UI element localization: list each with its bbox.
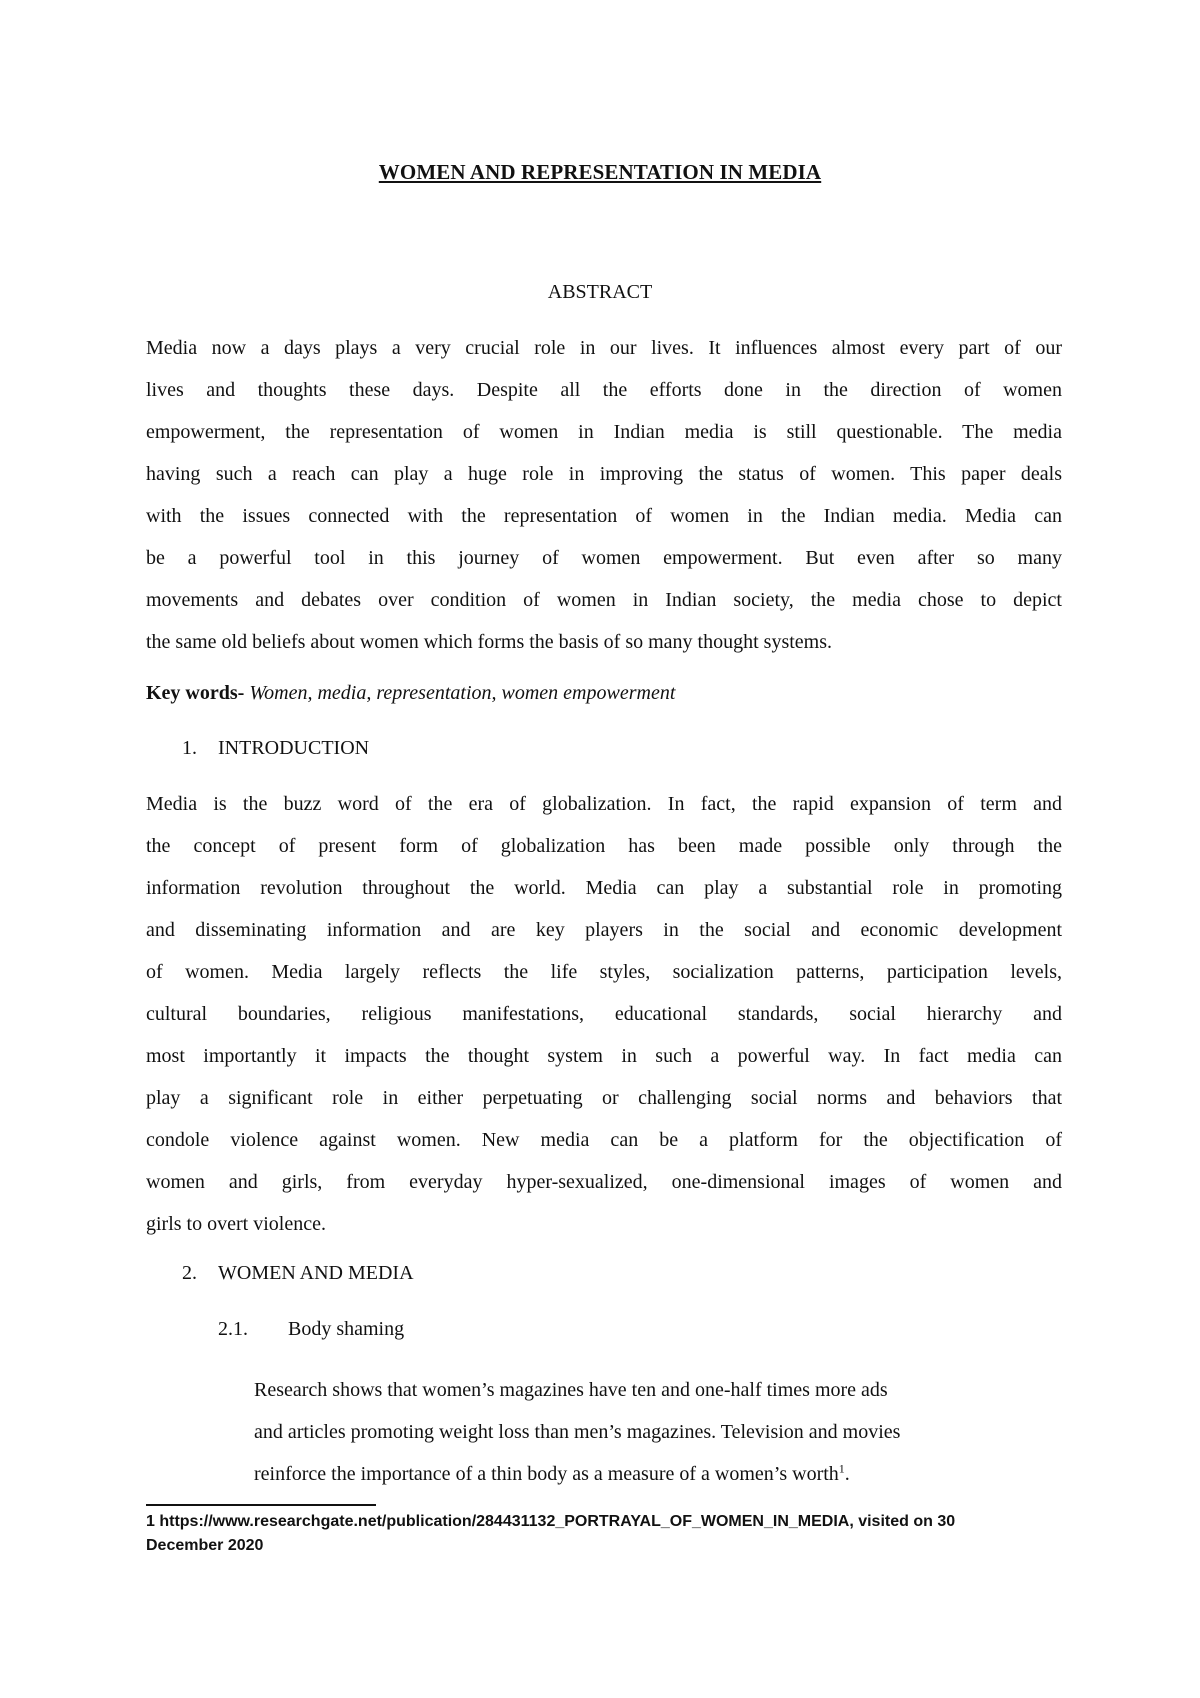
section-2-1-title: Body shaming [288, 1318, 405, 1340]
footnote-separator [146, 1504, 376, 1506]
sentence-end: . [844, 1463, 850, 1485]
introduction-line: information revolution throughout the world. Media can play a substantial role in promoting [146, 877, 1062, 899]
section-2-1-number: 2.1. [218, 1318, 248, 1340]
section-2-title: WOMEN AND MEDIA [218, 1262, 414, 1284]
abstract-line: lives and thoughts these days. Despite all the efforts done in the direction of women [146, 379, 1062, 401]
introduction-line: and disseminating information and are key players in the social and economic development [146, 919, 1062, 941]
introduction-line: the concept of present form of globalization has been made possible only through the [146, 835, 1062, 857]
section-1-title: INTRODUCTION [218, 737, 370, 759]
abstract-line: the same old beliefs about women which forms the basis of so many thought systems. [146, 631, 833, 653]
body-shaming-paragraph [254, 1369, 1062, 1495]
abstract-line: empowerment, the representation of women in Indian media is still questionable. The media [146, 421, 1062, 443]
document-title: WOMEN AND REPRESENTATION IN MEDIA [378, 160, 822, 184]
body-shaming-line-last [254, 1453, 1062, 1495]
introduction-line: cultural boundaries, religious manifestations, educational standards, social hierarchy and [146, 1003, 1062, 1025]
abstract-line: Media now a days plays a very crucial role in our lives. It influences almost every part of our [146, 337, 1062, 359]
introduction-line: girls to overt violence. [146, 1213, 326, 1235]
body-shaming-line: Research shows that women’s magazines have ten and one-half times more ads [254, 1379, 888, 1401]
body-shaming-text: reinforce the importance of a thin body as a measure of a women’s worth [254, 1463, 839, 1485]
introduction-line: most importantly it impacts the thought system in such a powerful way. In fact media can [146, 1045, 1062, 1067]
body-shaming-line: and articles promoting weight loss than men’s magazines. Television and movies [254, 1421, 901, 1443]
abstract-line: with the issues connected with the representation of women in the Indian media. Media can [146, 505, 1062, 527]
introduction-line: of women. Media largely reflects the life styles, socialization patterns, participation levels, [146, 961, 1062, 983]
keywords-label: Key words- [146, 682, 245, 704]
abstract-line: movements and debates over condition of women in Indian society, the media chose to depict [146, 589, 1062, 611]
footnote [146, 1510, 1066, 1558]
section-2-heading [182, 1262, 414, 1285]
introduction-line: women and girls, from everyday hyper-sexualized, one-dimensional images of women and [146, 1171, 1062, 1193]
abstract-heading: ABSTRACT [547, 281, 653, 303]
section-2-number: 2. [182, 1262, 197, 1284]
section-2-1-heading [218, 1318, 404, 1341]
footnote-line-2: December 2020 [146, 1537, 264, 1554]
section-1-number: 1. [182, 737, 197, 759]
introduction-line: condole violence against women. New media can be a platform for the objectification of [146, 1129, 1062, 1151]
abstract-line: be a powerful tool in this journey of women empowerment. But even after so many [146, 547, 1062, 569]
introduction-line: Media is the buzz word of the era of globalization. In fact, the rapid expansion of term and [146, 793, 1062, 815]
footnote-line-1[interactable]: 1 https://www.researchgate.net/publication/284431132_PORTRAYAL_OF_WOMEN_IN_MEDIA, visited on 30 [146, 1513, 956, 1530]
footnote-reference[interactable]: 1 [838, 1461, 845, 1476]
section-1-heading [182, 737, 369, 760]
abstract-paragraph [146, 327, 1062, 663]
introduction-paragraph [146, 783, 1062, 1245]
keywords-list: Women, media, representation, women empowerment [244, 682, 676, 704]
introduction-line: play a significant role in either perpetuating or challenging social norms and behaviors that [146, 1087, 1062, 1109]
keywords [146, 682, 675, 705]
abstract-line: having such a reach can play a huge role in improving the status of women. This paper deals [146, 463, 1062, 485]
